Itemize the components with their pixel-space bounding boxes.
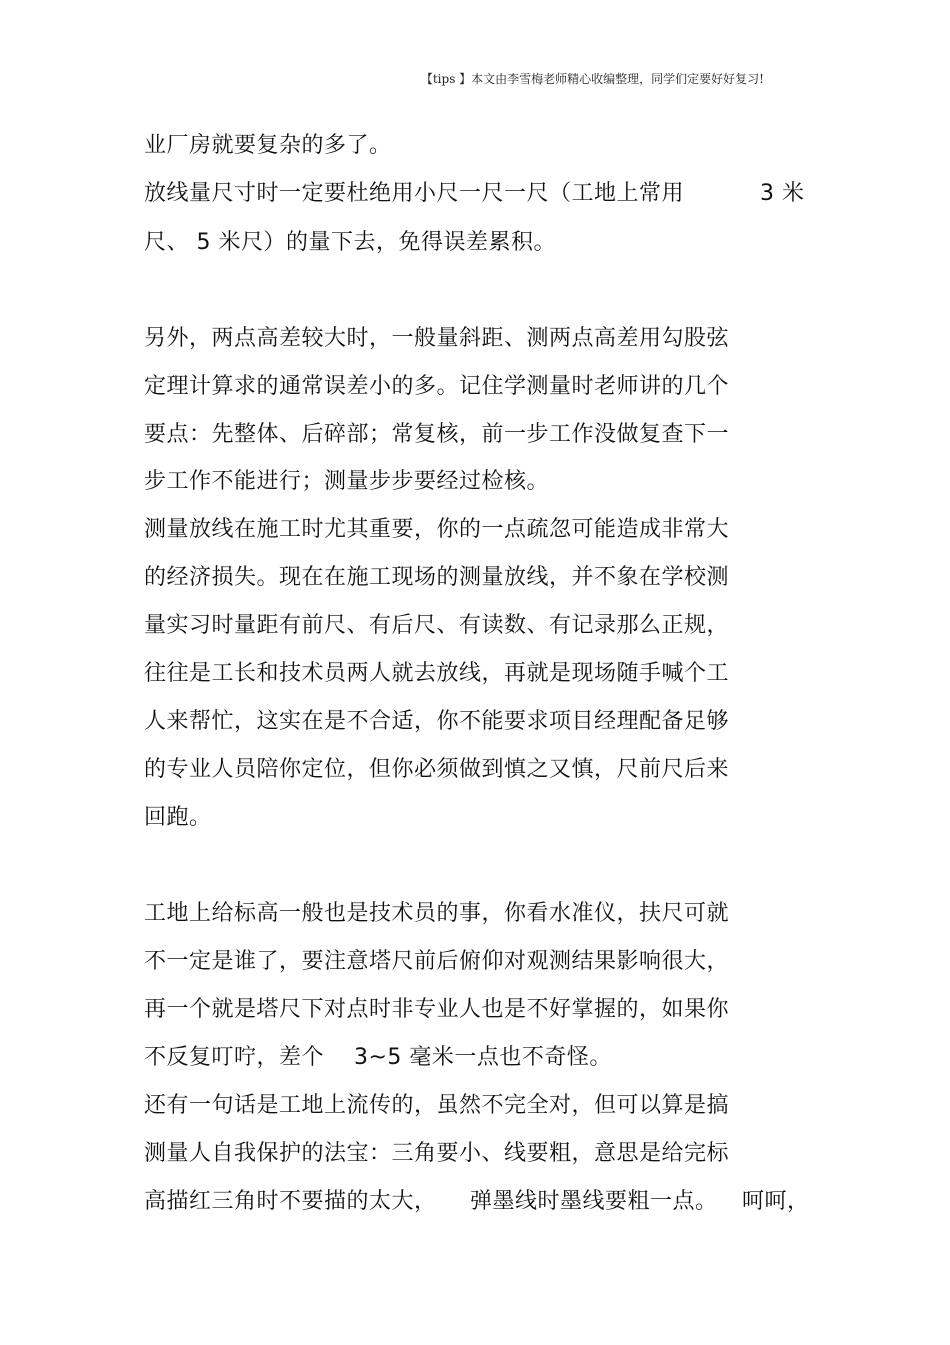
paragraph-line: 另外，两点高差较大时，一般量斜距、测两点高差用勾股弦 [144, 326, 730, 351]
paragraph-line: 回跑。 [144, 805, 212, 830]
paragraph-line: 工地上给标高一般也是技术员的事，你看水准仪，扶尺可就 [144, 901, 730, 926]
paragraph-line: 往往是工长和技术员两人就去放线，再就是现场随手喊个工 [144, 661, 730, 686]
paragraph-line-tail: 呵呵， [742, 1189, 810, 1214]
paragraph-line: 测量人自我保护的法宝：三角要小、线要粗，意思是给完标 [144, 1141, 730, 1166]
paragraph-line: 放线量尺寸时一定要杜绝用小尺一尺一尺（工地上常用 [144, 181, 685, 206]
paragraph-line: 步工作不能进行；测量步步要经过检核。 [144, 469, 550, 494]
paragraph-line: 的经济损失。现在在施工现场的测量放线，并不象在学校测 [144, 565, 730, 590]
paragraph-line-tail: 3~5 毫米一点也不奇怪。 [354, 1045, 612, 1070]
paragraph-line: 高描红三角时不要描的太大， [144, 1189, 437, 1214]
paragraph-line: 不反复叮咛，差个 [144, 1045, 325, 1070]
paragraph-line: 不一定是谁了，要注意塔尺前后俯仰对观测结果影响很大， [144, 949, 730, 974]
paragraph-line: 还有一句话是工地上流传的，虽然不完全对，但可以算是搞 [144, 1093, 730, 1118]
paragraph-line-mid: 弹墨线时墨线要粗一点。 [470, 1189, 718, 1214]
paragraph-line-tail: 3 米 [760, 181, 805, 206]
paragraph-line: 再一个就是塔尺下对点时非专业人也是不好掌握的，如果你 [144, 997, 730, 1022]
paragraph-line: 要点：先整体、后碎部；常复核，前一步工作没做复查下一 [144, 422, 730, 447]
paragraph-line: 测量放线在施工时尤其重要，你的一点疏忽可能造成非常大 [144, 517, 730, 542]
header-tips: 【tips 】本文由李雪梅老师精心收编整理，同学们定要好好复习! [420, 72, 764, 86]
paragraph-line: 的专业人员陪你定位，但你必须做到慎之又慎，尺前尺后来 [144, 757, 730, 782]
paragraph-line: 定理计算求的通常误差小的多。记住学测量时老师讲的几个 [144, 374, 730, 399]
paragraph-line: 业厂房就要复杂的多了。 [144, 133, 392, 158]
paragraph-line: 尺、 5 米尺）的量下去，免得误差累积。 [144, 230, 556, 255]
paragraph-line: 人来帮忙，这实在是不合适，你不能要求项目经理配备足够 [144, 709, 730, 734]
paragraph-line: 量实习时量距有前尺、有后尺、有读数、有记录那么正规， [144, 613, 730, 638]
